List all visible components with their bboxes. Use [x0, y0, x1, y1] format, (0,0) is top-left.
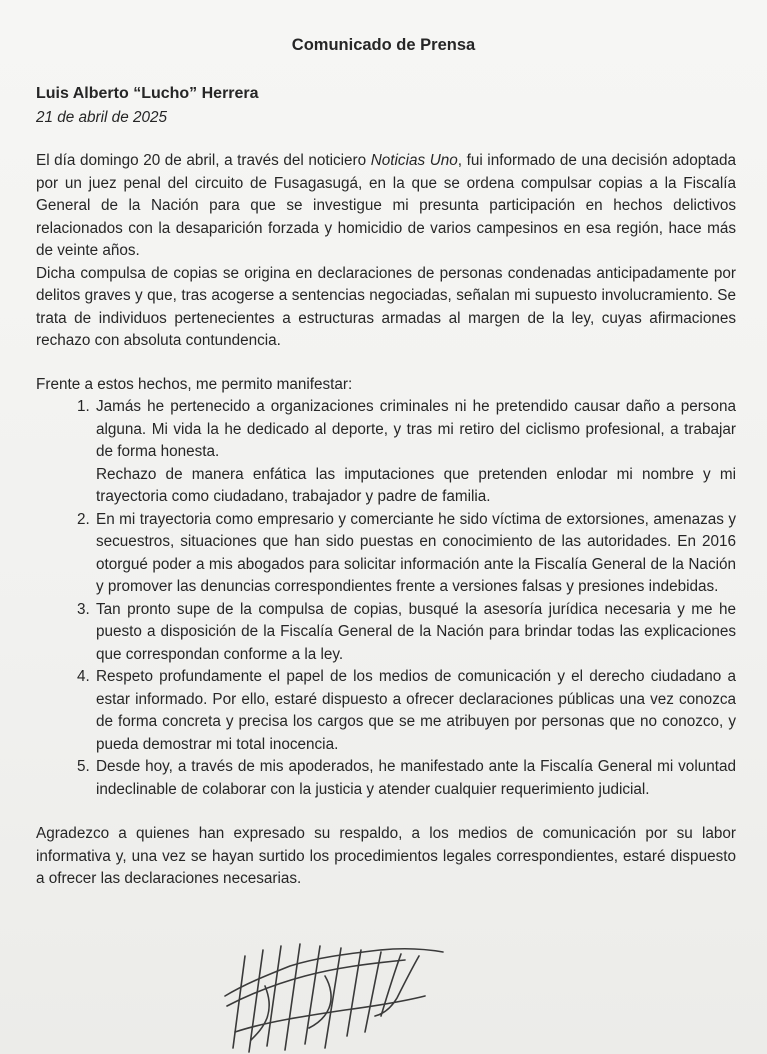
intro-paragraph-1-end: , fui informado de una decisión adoptada por un juez penal del circuito de Fusagasugá, en la que se ordena compulsar copias a la Fiscalía General de la Nación para que se investigue mi presunta participación en hechos delictivos relacionados con la desaparición forzada y homicidio de varios campesinos en esa región, hace más de veinte años. — [36, 152, 737, 259]
list-intro: Frente a estos hechos, me permito manifestar: — [36, 375, 353, 393]
paragraph-gap — [36, 801, 736, 823]
statement-list — [36, 396, 736, 801]
list-item — [94, 666, 736, 756]
signature-icon — [205, 936, 465, 1054]
list-item-text: Tan pronto supe de la compulsa de copias, busqué la asesoría jurídica necesaria y me he puesto a disposición de la Fiscalía General de la Nación para brindar todas las explicaciones que correspondan conforme a la ley. — [96, 600, 736, 663]
document-body — [36, 150, 736, 891]
list-item-text: En mi trayectoria como empresario y comerciante he sido víctima de extorsiones, amenazas y secuestros, situaciones que han sido puestas en conocimiento de las autoridades. En 2016 otorgué poder a mis abogados para solicitar información ante la Fiscalía General de la Nación y promover las denuncias correspondientes frente a versiones falsas y presiones indebidas. — [96, 510, 736, 595]
author-name: Luis Alberto “Lucho” Herrera — [36, 85, 259, 102]
closing-paragraph: Agradezco a quienes han expresado su respaldo, a los medios de comunicación por su labor informativa y, una vez se hayan surtido los procedimientos legales correspondientes, estaré dispuesto a ofrecer las declaraciones necesarias. — [36, 825, 736, 887]
list-item — [94, 396, 736, 509]
list-item-text: Jamás he pertenecido a organizaciones criminales ni he pretendido causar daño a persona alguna. Mi vida la he dedicado al deporte, y tras mi retiro del ciclismo profesional, a trabajar de forma honesta. — [96, 398, 736, 460]
intro-paragraph-2: Dicha compulsa de copias se origina en declaraciones de personas condenadas anticipadamente por delitos graves y que, tras acogerse a sentencias negociadas, señalan mi supuesto involucramiento. Se trata de individuos pertenecientes a estructuras armadas al margen de la ley, cuyas afirmaciones rechazo con absoluta contundencia. — [36, 264, 736, 349]
list-item — [94, 509, 736, 599]
news-program-name: Noticias Uno — [370, 152, 458, 169]
list-item-text: Desde hoy, a través de mis apoderados, he manifestado ante la Fiscalía General mi voluntad indeclinable de colaborar con la justicia y atender cualquier requerimiento judicial. — [96, 758, 736, 798]
list-item — [94, 599, 736, 667]
list-item-text: Respeto profundamente el papel de los medios de comunicación y el derecho ciudadano a estar informado. Por ello, estaré dispuesto a ofrecer declaraciones públicas una vez conozca de forma concreta y precisa los cargos que se me atribuyen por personas que no conozco, y pueda demostrar mi total inocencia. — [96, 668, 736, 753]
document-date: 21 de abril de 2025 — [36, 109, 167, 126]
intro-paragraph-1 — [36, 150, 736, 263]
intro-paragraph-1-start: El día domingo 20 de abril, a través del noticiero — [36, 152, 371, 169]
paragraph-gap — [36, 353, 736, 374]
page-title: Comunicado de Prensa — [291, 36, 476, 54]
list-item — [94, 756, 736, 801]
list-item-subtext: Rechazo de manera enfática las imputaciones que pretenden enlodar mi nombre y mi trayectoria como ciudadano, trabajador y padre de familia. — [96, 465, 736, 505]
